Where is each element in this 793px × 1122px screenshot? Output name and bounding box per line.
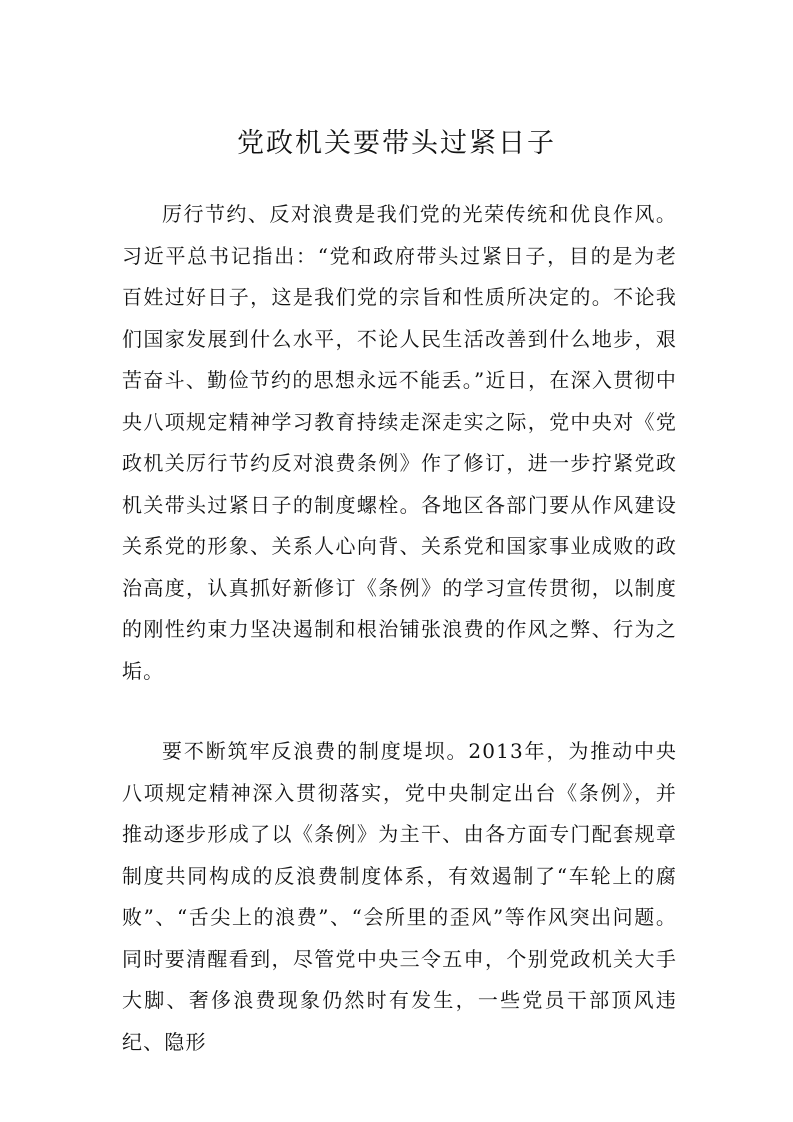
body-paragraph-1: 厉行节约、反对浪费是我们党的光荣传统和优良作风。习近平总书记指出：“党和政府带头过紧日子，目的是为老百姓过好日子，这是我们党的宗旨和性质所决定的。不论我们国家发展到什么水平，不论人民生活改善到什么地步，艰苦奋斗、勤俭节约的思想永远不能丢。”近日，在深入贯彻中央八项规定精神学习教育持续走深走实之际，党中央对《党政机关厉行节约反对浪费条例》作了修订，进一步拧紧党政机关带头过紧日子的制度螺栓。各地区各部门要从作风建设关系党的形象、关系人心向背、关系党和国家事业成败的政治高度，认真抓好新修订《条例》的学习宣传贯彻，以制度的刚性约束力坚决遏制和根治铺张浪费的作风之弊、行为之垢。: [122, 202, 677, 683]
body-paragraph-2: 要不断筑牢反浪费的制度堤坝。2013年，为推动中央八项规定精神深入贯彻落实，党中央制定出台《条例》，并推动逐步形成了以《条例》为主干、由各方面专门配套规章制度共同构成的反浪费制度体系，有效遏制了“车轮上的腐败”、“舌尖上的浪费”、“会所里的歪风”等作风突出问题。同时要清醒看到，尽管党中央三令五申，个别党政机关大手大脚、奢侈浪费现象仍然时有发生，一些党员干部顶风违纪、隐形: [122, 739, 677, 1054]
document-title: 党政机关要带头过紧日子: [237, 128, 556, 159]
